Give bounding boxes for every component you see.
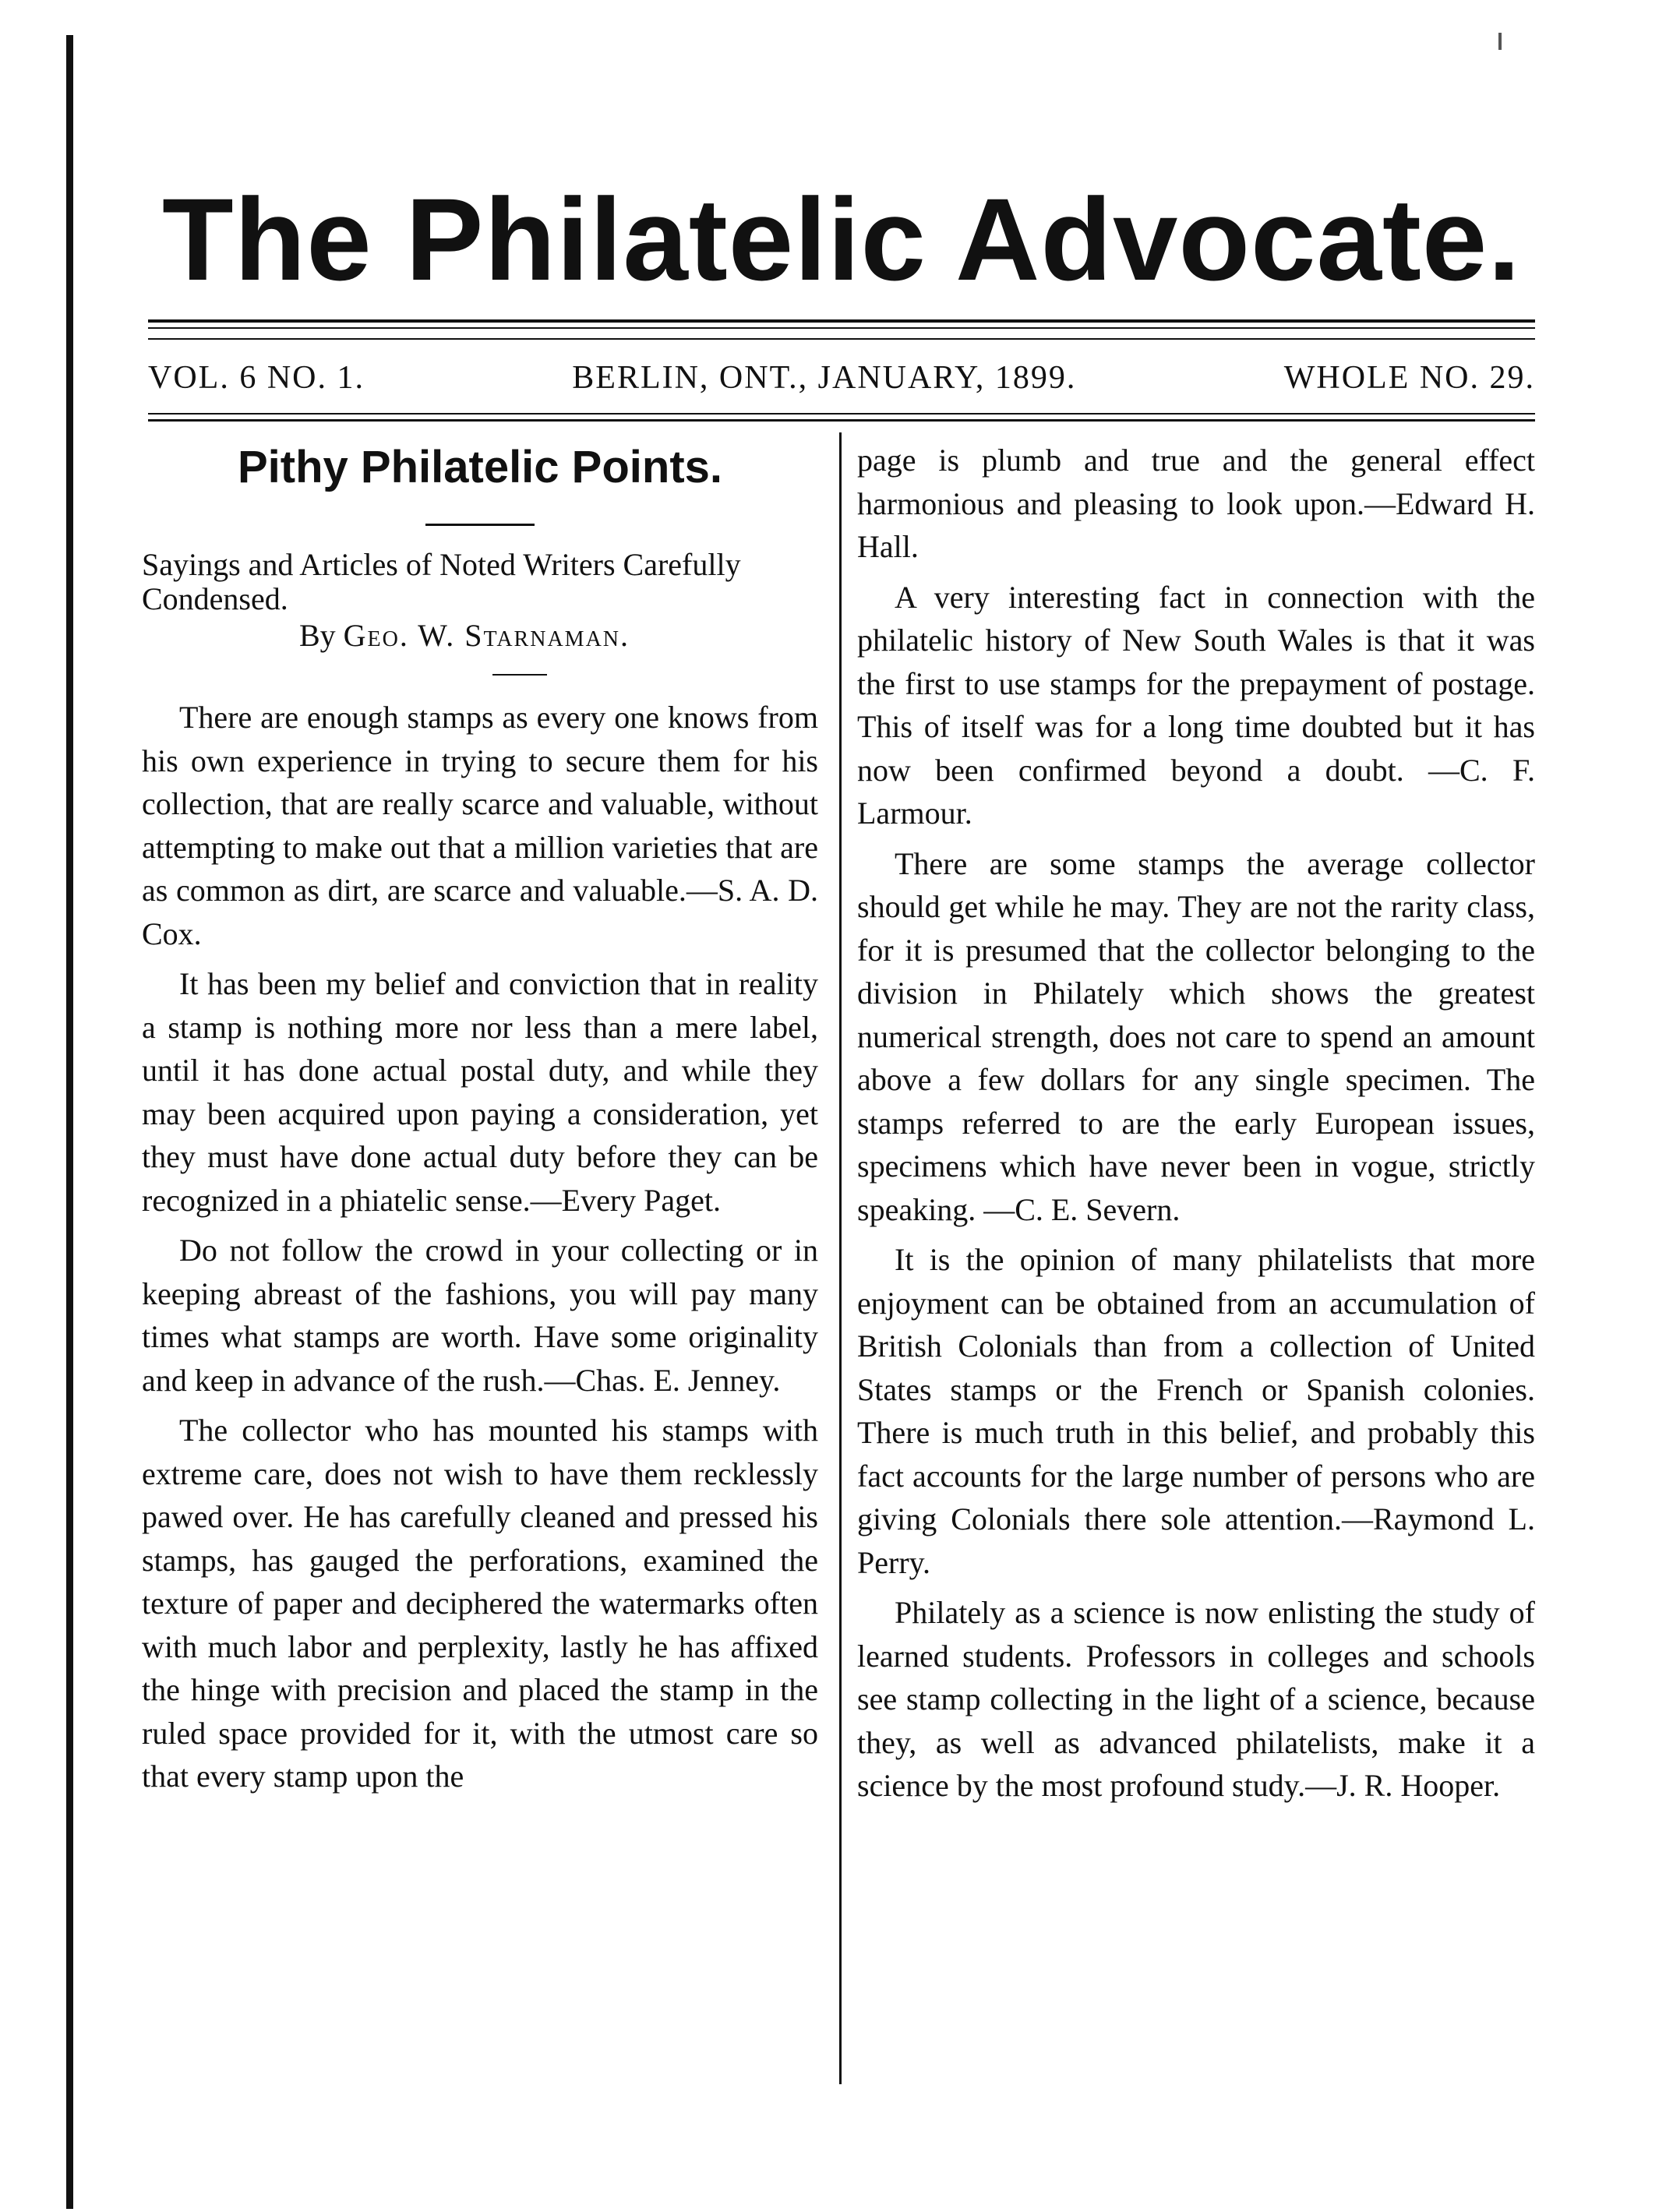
paragraph: There are some stamps the average collector should get while he may. They are not the rarity class, for it is presumed that the collector belonging to the division in Philately which shows the greatest numerical strength, does not care to spend an amount above a few dollars for any single specimen. The stamps referred to are the early European issues, specimens which have never been in vogue, strictly speaking. —C. E. Severn.: [857, 845, 1535, 1227]
paragraph: A very interesting fact in connection with the philatelic history of New South Wales is that it was the first to use stamps for the prepayment of postage. This of itself was for a long time doubted but it has now been confirmed beyond a doubt. —C. F. Larmour.: [857, 579, 1535, 831]
volume-number: VOL. 6 NO. 1.: [148, 360, 365, 396]
masthead-rule: [148, 319, 1535, 323]
whole-number: WHOLE NO. 29.: [1283, 360, 1535, 396]
print-speck: [1498, 33, 1502, 50]
article-byline: [142, 616, 818, 655]
masthead-rule: [148, 338, 1535, 340]
masthead-rule: [148, 327, 1535, 329]
paragraph: Do not follow the crowd in your collecting or in keeping abreast of the fashions, you will pay many times what stamps are worth. Have some originality and keep in advance of the rush.—Chas. E. Jenney.: [142, 1233, 818, 1398]
left-column: [142, 436, 818, 1798]
paragraph: It has been my belief and conviction that in reality a stamp is nothing more nor less than a mere label, until it has done actual postal duty, and while they may been acquired upon paying a consideration, yet they must have done actual duty before they can be recognized in a phiatelic sense.—Every Paget.: [142, 966, 818, 1218]
article-title: Pithy Philatelic Points.: [237, 442, 723, 492]
place-and-date: BERLIN, ONT., JANUARY, 1899.: [572, 360, 1077, 396]
byline-rule: [492, 674, 547, 676]
masthead-title: The Philatelic Advocate.: [162, 174, 1521, 305]
article-subtitle: Sayings and Articles of Noted Writers Carefully Condensed.: [142, 547, 741, 616]
right-column: [857, 439, 1535, 1808]
paragraph: It is the opinion of many philatelists that more enjoyment can be obtained from an accumulation of British Colonials than from a collection of United States stamps or the French or Spanish colonies. There is much truth in this belief, and probably this fact accounts for the large number of persons who are giving Colonials there sole attention.—Raymond L. Perry.: [857, 1242, 1535, 1580]
dateline-rule: [148, 413, 1535, 415]
binding-edge-line: [66, 35, 73, 2209]
title-rule: [425, 524, 535, 526]
paragraph-continuation: page is plumb and true and the general effect harmonious and pleasing to look upon.—Edward H. Hall.: [857, 443, 1535, 564]
paragraph: Philately as a science is now enlisting the study of learned students. Professors in colleges and schools see stamp collecting in the light of a science, because they, as well as advanced philatelists, make it a science by the most profound study.—J. R. Hooper.: [857, 1595, 1535, 1803]
paragraph: There are enough stamps as every one knows from his own experience in trying to secure them for his collection, that are really scarce and valuable, without attempting to make out that a million varieties that are as common as dirt, are scarce and valuable.—S. A. D. Cox.: [142, 700, 818, 951]
byline-prefix: By: [298, 618, 336, 653]
byline-author: Geo. W. Starnaman.: [343, 618, 630, 653]
dateline: [148, 355, 1535, 401]
paragraph: The collector who has mounted his stamps with extreme care, does not wish to have them recklessly pawed over. He has carefully cleaned and pressed his stamps, has gauged the perforations, examined the texture of paper and deciphered the watermarks often with much labor and perplexity, lastly he has affixed the hinge with precision and placed the stamp in the ruled space provided for it, with the utmost care so that every stamp upon the: [142, 1413, 818, 1794]
dateline-rule: [148, 419, 1535, 422]
column-divider: [839, 432, 842, 2084]
